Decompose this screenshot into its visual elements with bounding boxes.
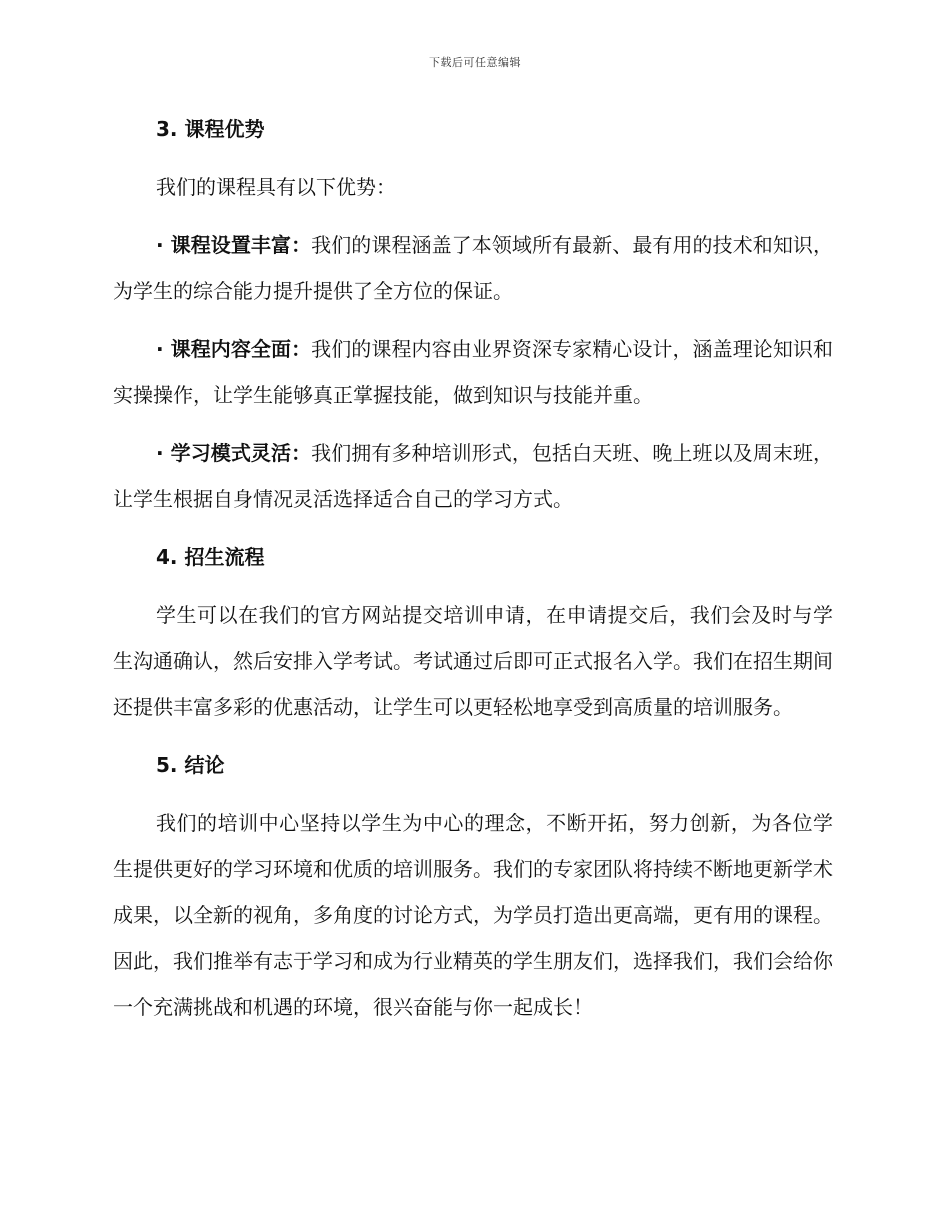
advantage-text: 我们拥有多种培训形式，包括白天班、晚上班以及周末班，让学生根据自身情况灵活选择适合自己的学习方式。	[113, 441, 834, 511]
section-heading-enrollment-process: 4. 招生流程	[156, 545, 265, 569]
advantage-text: 我们的课程内容由业界资深专家精心设计，涵盖理论知识和实操操作，让学生能够真正掌握技能，做到知识与技能并重。	[113, 337, 834, 407]
advantage-item-rich-courses	[113, 222, 833, 314]
advantage-label: · 课程设置丰富：	[156, 233, 312, 257]
advantage-text: 我们的课程涵盖了本领域所有最新、最有用的技术和知识，为学生的综合能力提升提供了全方位的保证。	[113, 233, 834, 303]
header-note: 下载后可任意编辑	[429, 56, 521, 69]
course-advantages-intro: 我们的课程具有以下优势：	[156, 175, 396, 199]
section-heading-course-advantages: 3. 课程优势	[156, 117, 265, 141]
advantage-label: · 学习模式灵活：	[156, 441, 312, 465]
advantage-label: · 课程内容全面：	[156, 337, 312, 361]
advantage-item-comprehensive-content	[113, 326, 833, 418]
section-heading-conclusion: 5. 结论	[156, 753, 225, 777]
conclusion-body: 我们的培训中心坚持以学生为中心的理念，不断开拓，努力创新，为各位学生提供更好的学习环境和优质的培训服务。我们的专家团队将持续不断地更新学术成果，以全新的视角，多角度的讨论方式，为学员打造出更高端，更有用的课程。因此，我们推举有志于学习和成为行业精英的学生朋友们，选择我们，我们会给你一个充满挑战和机遇的环境，很兴奋能与你一起成长！	[113, 811, 833, 1019]
document-body	[113, 106, 833, 1030]
advantage-item-flexible-mode	[113, 430, 833, 522]
enrollment-process-body: 学生可以在我们的官方网站提交培训申请，在申请提交后，我们会及时与学生沟通确认，然后安排入学考试。考试通过后即可正式报名入学。我们在招生期间还提供丰富多彩的优惠活动，让学生可以更轻松地享受到高质量的培训服务。	[113, 603, 833, 719]
